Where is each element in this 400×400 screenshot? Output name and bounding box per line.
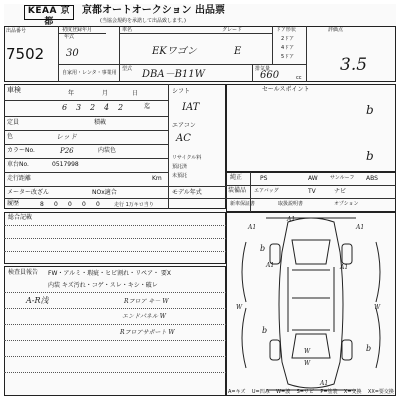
damage-mark-a1-right-door: A1 [340,264,349,271]
color-value: レッド [56,133,77,141]
sheet-subtitle: (当協会規約を承諾して出品致します。) [100,18,187,24]
car-damage-diagram [226,212,396,396]
legend-u: U=凹み [251,389,270,395]
label-history: 履歴 [7,200,20,207]
ac-value: AC [176,133,191,144]
shift-value: IAT [182,102,200,113]
label-mileage: 走行距離 [7,175,32,182]
legend-w: W=波 [276,389,291,395]
label-first-registration: 初度登録年月 [62,27,93,33]
equip-aw: AW [308,175,318,182]
label-cost-per-10k: 走行 1万キロ当り [114,202,154,208]
label-chassis: 車台No. [7,161,29,168]
label-interior-color: 内装色 [98,147,117,154]
inspector-sub-items: 内装 キズ汚れ・コゲ・スレ・キシ・破レ [48,282,158,289]
door-option-4: 4ドア [281,45,295,51]
sheet-title: 京都オートオークション 出品票 [82,5,225,16]
car-name: EKワゴン [152,46,197,57]
label-nox: NOx適合 [92,189,117,196]
damage-mark-a1-rear: A1 [320,380,329,387]
model-code: DBA－B11W [142,69,205,80]
mileage-digit-1: 8 [40,201,44,208]
score: 3.5 [340,55,368,75]
label-manual: 取扱説明書 [278,201,304,207]
label-inspector-notes: 検査員報告 [8,269,39,276]
label-year: 年 [68,90,75,97]
label-sales-point: セールスポイント [262,86,310,93]
chassis-number: 0517998 [52,161,79,168]
label-usage: 自家用・レンタ・事業用 [62,70,117,76]
damage-mark-w-right: W [374,304,381,311]
label-car-name: 車名 [122,27,133,33]
damage-mark-w-end-panel: W [304,360,311,367]
label-doors: ドア形状 [276,27,296,33]
label-model-year: 年式 [64,34,75,40]
label-grade: グレード [222,27,243,33]
label-lot-number: 出品番号 [6,28,27,34]
label-color: 色 [7,133,14,140]
equip-ps: PS [260,175,268,182]
damage-mark-a1-front: A1 [287,216,296,223]
damage-mark-a1-left-front: A1 [248,224,257,231]
label-model: 型式 [122,66,133,72]
legend-a: A=キズ [228,389,246,395]
label-unpaid: 未預託 [172,173,188,179]
mileage-digit-3: 0 [68,201,72,208]
label-until: 迄 [144,103,151,110]
label-score: 評価点 [328,27,344,33]
damage-mark-a1-right-front: A1 [356,224,365,231]
label-ac: エアコン [172,122,196,129]
inspection-digit-4: 4 [104,103,110,112]
note-4: Rフロアサポート W [120,329,175,336]
label-option: オプション [334,201,359,207]
inspector-items: FW・アルミ・瑕疵・ヒビ割れ・リペア・ 要X [48,270,172,277]
label-recycle: リサイクル料 [172,155,202,161]
color-number: P26 [60,147,74,155]
legend-p: P=塗装 [320,389,338,395]
equip-abs: ABS [366,175,378,182]
mileage-unit: Km [152,175,162,182]
equip-tv: TV [308,188,316,195]
first-registration-year: 30 [66,48,79,59]
note-2: Rフロア キ－ W [124,298,169,305]
damage-mark-a1-left-door: A1 [266,262,275,269]
inspection-digit-1: 6 [62,103,68,112]
damage-mark-b-2: b [262,326,268,335]
label-summary: 総合記載 [8,214,33,221]
grade: E [234,46,242,57]
label-equipment: 装備品 [228,187,247,194]
label-color-no: カラーNo. [7,147,35,154]
label-model-year-info: モデル年式 [172,189,202,196]
inspection-digit-3: 2 [90,103,96,112]
label-load: 積載 [94,119,107,126]
label-cc: 排気量 [255,66,271,72]
label-pure: 純正 [230,174,243,181]
label-shift: シフト [172,88,191,95]
displacement: 660 [260,70,280,81]
equip-navi: ナビ [334,188,347,195]
damage-mark-w-rear-floor: W [304,348,311,355]
damage-mark-b-1: b [260,244,266,253]
label-cc-unit: cc [296,75,302,81]
label-new-car-warranty: 新車保証書 [230,201,256,207]
legend-xx: XX=要交換 [367,389,394,395]
damage-legend [228,389,394,395]
mileage-digit-2: 0 [54,201,58,208]
handwritten-check-2: b [366,149,374,163]
damage-mark-b-3: b [366,344,372,353]
equip-sunroof: サンルーフ [330,175,355,181]
mileage-digit-5: 0 [96,201,100,208]
label-day: 日 [132,90,139,97]
inspection-digit-2: 3 [76,103,82,112]
lot-number: 7502 [6,45,45,63]
label-inspection: 車検 [7,86,21,94]
label-meter-tamper: メーター改ざん [7,189,50,196]
mileage-digit-4: 0 [82,201,86,208]
damage-mark-w-left: W [236,304,243,311]
door-option-2: 2ドア [281,36,295,42]
auction-sheet [4,4,396,396]
keaa-logo: KEAA 京都 [24,5,74,20]
legend-x: X=交換 [343,389,362,395]
note-3: エンドパネル W [122,313,166,320]
equip-airbag: エアバッグ [254,188,279,194]
label-month: 月 [102,90,109,97]
handwritten-check-1: b [366,103,374,117]
label-seating: 定員 [7,119,20,126]
note-1: A‐R浅 [26,296,49,305]
inspection-digit-5: 2 [118,103,124,112]
legend-s: S=サビ [296,389,314,395]
label-deposit: 預託済 [172,164,188,170]
door-option-5: 5ドア [281,54,295,60]
